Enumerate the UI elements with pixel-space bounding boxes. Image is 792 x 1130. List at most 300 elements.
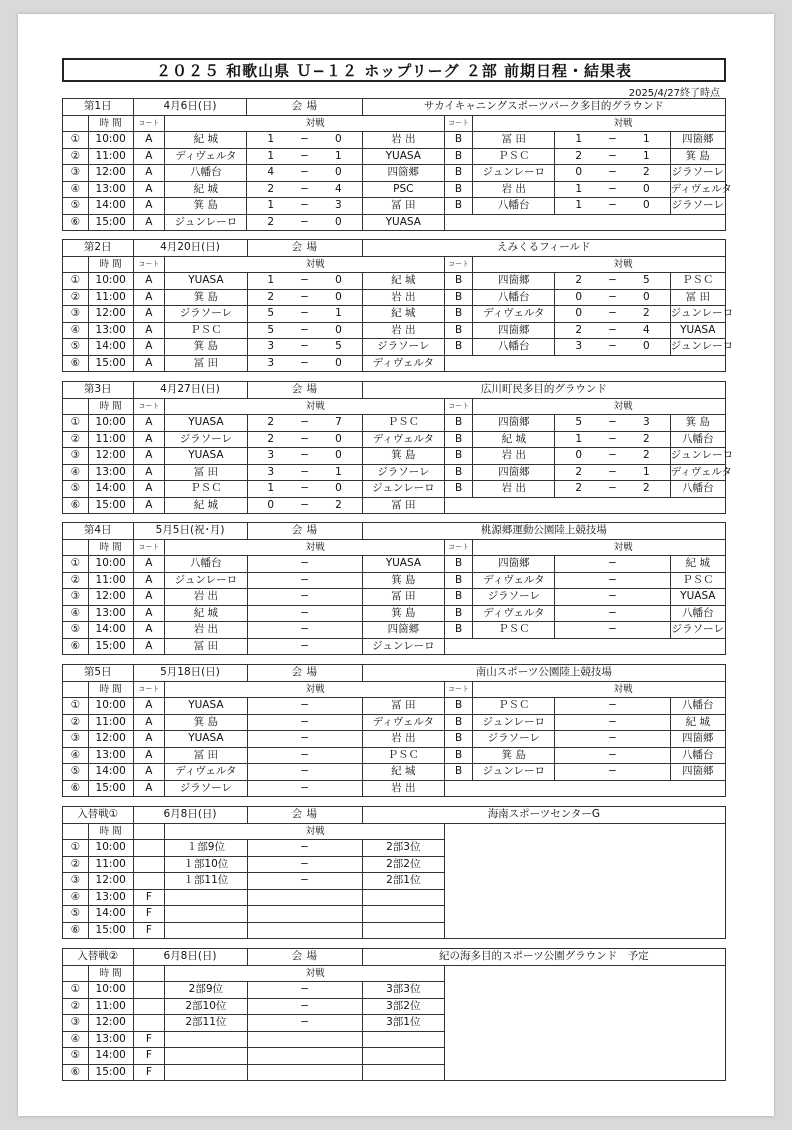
match-time: 15:00 [88,497,133,514]
home-team: １部9位 [165,840,247,857]
match-time: 11:00 [88,572,133,589]
match-number: ③ [63,1015,89,1032]
empty-cell [444,214,725,231]
home-team: 2部11位 [165,1015,247,1032]
home-score: 3 [247,448,294,465]
home-team: 岩 出 [473,448,555,465]
match-number: ① [63,556,89,573]
empty-score [247,1031,362,1048]
vs-header: 対 [165,539,315,556]
matchday-table [62,98,732,231]
playoff-date: 6月8日(日) [133,807,247,824]
home-score: 5 [555,415,602,432]
court-a: A [133,148,165,165]
away-score: 1 [623,148,670,165]
match-time: 12:00 [88,873,133,890]
score-dash: − [294,165,315,182]
court-b: B [445,556,473,573]
home-team: 2部10位 [165,998,247,1015]
court-a: A [133,289,165,306]
vs-header: 対 [473,115,623,132]
score-dash: − [247,982,362,999]
court-b: B [445,431,473,448]
match-time: 14:00 [88,481,133,498]
match-time: 10:00 [88,415,133,432]
match-header: 戦 [623,681,725,698]
score-dash: − [602,431,623,448]
playoff-table [62,806,726,939]
away-team: 冨 田 [670,289,725,306]
score-dash: − [294,132,315,149]
court-b: B [444,273,472,290]
score-dash: − [247,622,362,639]
score-dash: − [555,764,670,781]
score-dash: − [602,181,623,198]
match-number: ⑤ [63,1048,89,1065]
court-a: A [133,747,165,764]
score-dash: − [602,464,623,481]
score-dash: − [602,306,623,323]
court-header: コート [133,256,165,273]
playoff-date: 6月8日(日) [133,949,247,966]
match-time: 14:00 [88,339,133,356]
empty-cell [445,497,726,514]
away-score: 0 [315,289,362,306]
match-number: ③ [63,731,89,748]
away-score: 2 [623,431,670,448]
away-score: 2 [623,481,670,498]
score-dash: − [247,856,362,873]
score-dash: − [602,322,623,339]
home-team: 八幡台 [473,198,555,215]
vs-header: 対 [165,965,315,982]
match-time: 10:00 [88,840,133,857]
court-header: コート [445,539,473,556]
away-team [362,922,444,939]
away-team: YUASA [670,589,725,606]
match-row [63,415,726,432]
away-team: 岩 出 [362,322,444,339]
document-title: ２０２５ 和歌山県 Ｕ−１２ ホップリーグ ２部 前期日程・結果表 [62,58,726,82]
home-team: 箕 島 [165,198,247,215]
court-header [133,965,165,982]
matchday-date: 5月5日(祝･月) [133,523,247,540]
vs-header: 対 [165,681,315,698]
match-number: ⑥ [63,214,89,231]
score-dash: − [247,714,362,731]
score-dash: − [602,448,623,465]
score-dash: − [247,998,362,1015]
match-number: ⑥ [63,497,89,514]
home-score: 0 [555,289,602,306]
score-dash: − [247,747,362,764]
score-dash: − [294,448,315,465]
away-score: 0 [315,165,362,182]
away-score: 0 [315,355,362,372]
vs-header: 対 [165,115,315,132]
home-score: 3 [247,339,294,356]
court-b: B [444,731,472,748]
match-number: ① [63,982,89,999]
match-time: 13:00 [88,605,133,622]
match-time: 15:00 [88,355,133,372]
match-row [63,622,726,639]
court-a: A [133,431,165,448]
match-number: ② [63,998,89,1015]
matchday-date: 5月18日(日) [133,665,247,682]
score-dash: − [294,181,315,198]
score-dash: − [247,764,362,781]
court-header [133,823,165,840]
home-score: 2 [247,214,294,231]
score-dash: − [555,698,670,715]
court: F [133,922,165,939]
score-dash: − [294,431,315,448]
empty-cell [444,355,725,372]
venue-header: 会 場 [247,665,362,682]
court [133,856,165,873]
home-score: 2 [555,481,602,498]
court: F [133,889,165,906]
score-dash: − [247,731,362,748]
home-score: 0 [555,165,602,182]
match-time: 10:00 [88,982,133,999]
court-b: B [444,698,472,715]
away-score: 1 [315,464,362,481]
away-score: 2 [623,306,670,323]
home-team: 紀 城 [165,181,247,198]
match-header: 戦 [623,539,725,556]
court-b: B [445,589,473,606]
away-score: 5 [623,273,670,290]
match-time: 13:00 [88,181,133,198]
home-team: ジュンレーロ [473,764,555,781]
score-dash: − [602,132,623,149]
score-dash: − [294,355,315,372]
away-team [362,906,444,923]
home-team: 冨 田 [165,464,247,481]
court-a: A [133,731,165,748]
home-team: 冨 田 [473,132,555,149]
court: F [133,1031,165,1048]
match-time: 14:00 [88,906,133,923]
match-row [63,589,726,606]
away-team: 箕 島 [362,605,444,622]
away-team: 2部3位 [362,840,444,857]
row-number-header [63,539,89,556]
court-a: A [133,214,165,231]
score-dash: − [602,415,623,432]
match-header: 戦 [623,398,725,415]
court-b: B [445,481,473,498]
match-time: 12:00 [88,1015,133,1032]
row-number-header [63,965,89,982]
match-time: 15:00 [88,214,133,231]
matchday-label: 第4日 [63,523,134,540]
match-header: 戦 [315,823,444,840]
playoff-label: 入替戦① [63,807,134,824]
match-time: 12:00 [88,448,133,465]
empty-score [247,922,362,939]
away-team [362,1048,444,1065]
away-score: 0 [315,322,362,339]
score-dash: − [294,497,315,514]
home-team: 紀 城 [165,132,247,149]
match-row [63,165,726,182]
match-number: ③ [63,448,89,465]
away-score: 3 [315,198,362,215]
court-a: A [133,780,165,797]
venue-name: 南山スポーツ公園陸上競技場 [362,665,725,682]
court-a: A [133,273,165,290]
home-score: 1 [247,148,294,165]
away-score: 4 [623,322,670,339]
away-score: 4 [315,181,362,198]
match-time: 11:00 [88,998,133,1015]
court-header: コート [133,539,165,556]
score-dash: − [602,339,623,356]
away-team: ディヴェルタ [362,355,444,372]
court-a: A [133,764,165,781]
away-team: 紀 城 [362,273,444,290]
away-team: 3部1位 [362,1015,444,1032]
row-number-header [63,398,89,415]
match-time: 12:00 [88,731,133,748]
match-number: ③ [63,873,89,890]
home-team: ディヴェルタ [165,148,247,165]
away-team: 紀 城 [670,714,725,731]
home-team: 紀 城 [165,605,247,622]
vs-header: 対 [165,256,315,273]
home-team [165,1048,247,1065]
match-time: 13:00 [88,747,133,764]
matchday-label: 第5日 [63,665,134,682]
court-b: B [445,605,473,622]
away-score: 0 [623,289,670,306]
court-header: コート [133,398,165,415]
home-team: 四箇郷 [473,464,555,481]
playoff-table [62,948,726,1081]
away-team: 八幡台 [670,605,725,622]
home-team: ジュンレーロ [165,214,247,231]
venue-header: 会 場 [247,807,362,824]
away-team: ＰＳＣ [670,273,725,290]
match-row [63,273,726,290]
away-team: ジラソーレ [362,339,444,356]
court [133,982,165,999]
venue-header: 会 場 [247,523,362,540]
home-team: 八幡台 [165,165,247,182]
match-number: ② [63,572,89,589]
court-header: コート [444,115,472,132]
away-team: YUASA [670,322,725,339]
away-team: PSC [362,181,444,198]
venue-name: 桃源郷運動公園陸上競技場 [362,523,725,540]
score-dash: − [294,214,315,231]
away-team: ディヴェルタ [362,431,444,448]
match-header: 戦 [623,115,725,132]
score-dash: − [294,289,315,306]
home-team: ジュンレーロ [473,165,555,182]
home-score: 2 [247,415,294,432]
score-dash: − [602,198,623,215]
match-number: ① [63,698,89,715]
match-number: ③ [63,589,89,606]
empty-score [247,906,362,923]
time-header: 時 間 [88,823,133,840]
match-number: ⑥ [63,355,89,372]
home-team: 冨 田 [165,638,247,655]
match-header: 戦 [315,539,444,556]
court-header: コート [444,256,472,273]
away-team: 3部3位 [362,982,444,999]
home-team: ディヴェルタ [165,764,247,781]
score-dash: − [294,306,315,323]
home-team: 四箇郷 [473,322,555,339]
away-team: ディヴェルタ [670,464,725,481]
venue-header: 会 場 [247,99,362,116]
home-team: YUASA [165,415,247,432]
home-team: １部10位 [165,856,247,873]
home-team: ディヴェルタ [473,605,555,622]
home-score: 1 [247,273,294,290]
match-row [63,431,726,448]
away-team: ジュンレーロ [670,339,725,356]
venue-name: 広川町民多目的グラウンド [362,382,725,399]
time-header: 時 間 [88,681,133,698]
score-dash: − [247,840,362,857]
home-score: 5 [247,306,294,323]
court-a: A [133,181,165,198]
court [133,873,165,890]
vs-header: 対 [165,398,315,415]
match-time: 15:00 [88,638,133,655]
home-team: 箕 島 [165,339,247,356]
home-score: 1 [555,198,602,215]
match-number: ⑤ [63,339,89,356]
match-number: ② [63,431,89,448]
away-team: 冨 田 [362,198,444,215]
home-team: ジュンレーロ [473,714,555,731]
away-team: 2部1位 [362,873,444,890]
match-row [63,638,726,655]
home-team: 冨 田 [165,747,247,764]
match-row [63,181,726,198]
match-time: 11:00 [88,289,133,306]
court-a: A [133,132,165,149]
row-number-header [63,256,89,273]
away-team: 3部2位 [362,998,444,1015]
away-score: 1 [623,464,670,481]
court [133,998,165,1015]
home-team: ジラソーレ [165,780,247,797]
home-team: 岩 出 [165,622,247,639]
match-number: ② [63,148,89,165]
home-team: 紀 城 [165,497,247,514]
match-time: 13:00 [88,889,133,906]
court-b: B [445,464,473,481]
score-dash: − [555,556,670,573]
court-b: B [444,339,472,356]
matchday-date: 4月6日(日) [133,99,247,116]
away-team: 岩 出 [362,731,444,748]
time-header: 時 間 [88,256,133,273]
home-score: 0 [555,448,602,465]
home-score: 3 [247,464,294,481]
home-team: 2部9位 [165,982,247,999]
home-team [165,889,247,906]
venue-name: 海南スポーツセンターG [362,807,725,824]
match-time: 12:00 [88,165,133,182]
match-time: 11:00 [88,431,133,448]
home-score: 1 [247,132,294,149]
away-team: 箕 島 [670,148,725,165]
score-dash: − [247,698,362,715]
match-time: 11:00 [88,856,133,873]
away-score: 0 [623,339,670,356]
home-score: 4 [247,165,294,182]
home-team [165,922,247,939]
score-dash: − [555,747,670,764]
court-b: B [444,289,472,306]
score-dash: − [247,873,362,890]
away-team: ジュンレーロ [362,481,444,498]
court-a: A [133,415,165,432]
home-team: ＰＳＣ [165,481,247,498]
away-team [362,1064,444,1081]
as-of-date: 2025/4/27終了時点 [628,88,720,99]
away-team: ジラソーレ [670,165,725,182]
score-dash: − [294,481,315,498]
court [133,1015,165,1032]
match-row [63,698,726,715]
away-team: ジラソーレ [362,464,444,481]
away-score: 2 [623,448,670,465]
home-score: 5 [247,322,294,339]
away-score: 5 [315,339,362,356]
away-team: ジュンレーロ [670,448,725,465]
court-b: B [445,448,473,465]
match-number: ⑥ [63,1064,89,1081]
away-team: 冨 田 [362,497,444,514]
home-team: 四箇郷 [473,273,555,290]
match-row [63,339,726,356]
home-team [165,906,247,923]
match-time: 10:00 [88,132,133,149]
home-team: 四箇郷 [473,415,555,432]
home-team: 箕 島 [165,289,247,306]
match-time: 10:00 [88,556,133,573]
home-team: 八幡台 [473,289,555,306]
home-score: 2 [247,181,294,198]
home-team: 四箇郷 [473,556,555,573]
home-team: YUASA [165,731,247,748]
away-team: 箕 島 [362,572,444,589]
court-b: B [445,572,473,589]
venue-name: えみくるフィールド [362,240,725,257]
time-header: 時 間 [88,965,133,982]
court-a: A [133,355,165,372]
vs-header: 対 [473,398,623,415]
home-score: 1 [555,132,602,149]
time-header: 時 間 [88,398,133,415]
match-number: ④ [63,181,89,198]
empty-score [247,1048,362,1065]
vs-header: 対 [473,256,623,273]
away-score: 0 [315,431,362,448]
matchday-table [62,381,734,514]
match-row [63,497,726,514]
